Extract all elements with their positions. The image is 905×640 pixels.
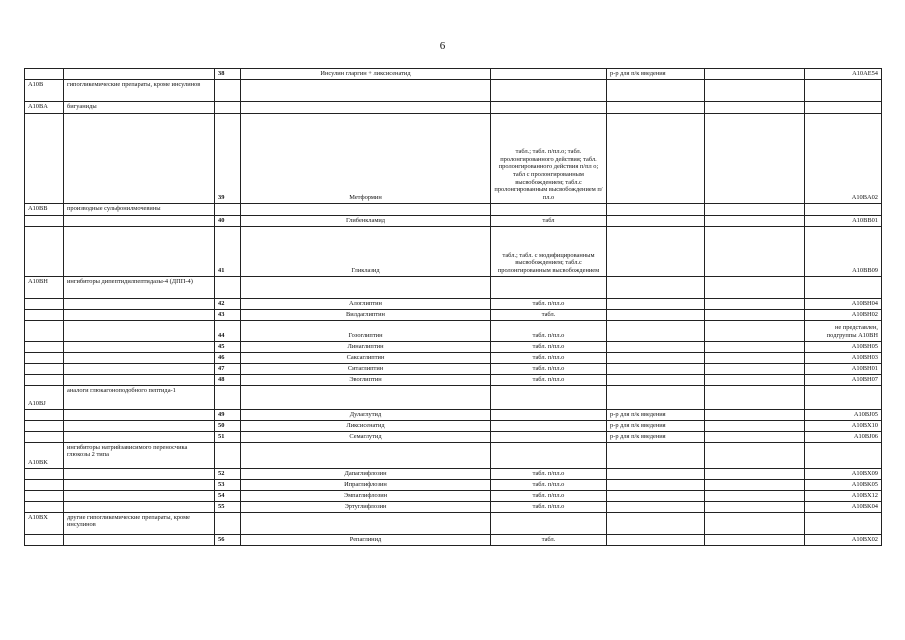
empty-cell [805, 442, 882, 468]
empty-cell [705, 320, 805, 341]
atc-group-title: аналоги глюкагоноподобного пептида-1 [64, 385, 215, 409]
group-row [25, 442, 882, 468]
empty-cell [64, 352, 215, 363]
row-number: 49 [215, 409, 241, 420]
drug-row [25, 479, 882, 490]
empty-cell [25, 420, 64, 431]
empty-cell [64, 409, 215, 420]
injection-form [607, 468, 705, 479]
empty-cell [241, 101, 491, 113]
empty-cell [241, 512, 491, 534]
drug-name: Гликлазид [241, 226, 491, 276]
empty-cell [64, 490, 215, 501]
empty-cell [25, 534, 64, 545]
empty-cell [491, 512, 607, 534]
drug-table [24, 68, 882, 546]
drug-name: Эртуглифлозин [241, 501, 491, 512]
drug-name: Репаглинид [241, 534, 491, 545]
atc-group-code: A10BH [25, 276, 64, 298]
dosage-form: табл. п/пл.о [491, 298, 607, 309]
injection-form [607, 341, 705, 352]
empty-cell [607, 276, 705, 298]
atc-group-title: гипогликемические препараты, кроме инсулинов [64, 79, 215, 101]
row-number: 39 [215, 113, 241, 203]
empty-cell [64, 69, 215, 80]
drug-name: Алоглиптин [241, 298, 491, 309]
empty-cell [805, 101, 882, 113]
empty-cell [64, 534, 215, 545]
row-number: 42 [215, 298, 241, 309]
drug-row [25, 374, 882, 385]
drug-row [25, 215, 882, 226]
empty-cell [215, 276, 241, 298]
atc-code: A10BH03 [805, 352, 882, 363]
empty-cell [25, 490, 64, 501]
atc-code: A10BJ06 [805, 431, 882, 442]
empty-cell [607, 385, 705, 409]
empty-cell [215, 203, 241, 215]
empty-cell [607, 101, 705, 113]
drug-row [25, 226, 882, 276]
empty-cell [25, 341, 64, 352]
empty-cell [705, 374, 805, 385]
dosage-form: табл. п/пл.о [491, 374, 607, 385]
atc-code: A10BK05 [805, 479, 882, 490]
injection-form: р-р для п/к введения [607, 420, 705, 431]
dosage-form [491, 420, 607, 431]
empty-cell [705, 501, 805, 512]
empty-cell [491, 203, 607, 215]
injection-form [607, 113, 705, 203]
atc-group-code: A10BK [25, 442, 64, 468]
empty-cell [805, 385, 882, 409]
row-number: 41 [215, 226, 241, 276]
empty-cell [705, 101, 805, 113]
empty-cell [705, 479, 805, 490]
injection-form: р-р для п/к введения [607, 431, 705, 442]
empty-cell [705, 276, 805, 298]
dosage-form: табл.; табл. с модифицированным высвобождением; табл.с пролонгированным высвобождением [491, 226, 607, 276]
atc-group-code: A10BX [25, 512, 64, 534]
injection-form [607, 226, 705, 276]
dosage-form: табл. п/пл.о [491, 490, 607, 501]
dosage-form: табл.; табл. п/пл.о; табл. пролонгированного действия; табл. пролонгированного действия п/пл о; табл с пролонгированным высвобождением; табл.с пролонгированным высвобождением п/пл.о [491, 113, 607, 203]
row-number: 50 [215, 420, 241, 431]
drug-name: Метформин [241, 113, 491, 203]
empty-cell [241, 203, 491, 215]
empty-cell [705, 298, 805, 309]
atc-group-title: ингибиторы натрийзависимого переносчика глюкозы 2 типа [64, 442, 215, 468]
empty-cell [64, 226, 215, 276]
row-number: 53 [215, 479, 241, 490]
dosage-form [491, 431, 607, 442]
empty-cell [705, 534, 805, 545]
atc-code: A10BK04 [805, 501, 882, 512]
group-row [25, 203, 882, 215]
empty-cell [607, 442, 705, 468]
empty-cell [25, 409, 64, 420]
drug-name: Гозоглиптин [241, 320, 491, 341]
dosage-form: табл. п/пл.о [491, 341, 607, 352]
group-row [25, 385, 882, 409]
empty-cell [25, 352, 64, 363]
drug-row [25, 501, 882, 512]
dosage-form: табл. п/пл.о [491, 363, 607, 374]
injection-form: р-р для п/к введения [607, 409, 705, 420]
drug-row [25, 409, 882, 420]
empty-cell [64, 479, 215, 490]
empty-cell [705, 203, 805, 215]
atc-code: A10BX10 [805, 420, 882, 431]
row-number: 56 [215, 534, 241, 545]
empty-cell [705, 113, 805, 203]
empty-cell [25, 363, 64, 374]
drug-name: Дапаглифлозин [241, 468, 491, 479]
dosage-form [491, 409, 607, 420]
empty-cell [64, 468, 215, 479]
row-number: 48 [215, 374, 241, 385]
empty-cell [64, 309, 215, 320]
atc-code: A10BH04 [805, 298, 882, 309]
atc-group-title: бигуаниды [64, 101, 215, 113]
drug-name: Ликсисенатид [241, 420, 491, 431]
drug-name: Глибенкламид [241, 215, 491, 226]
group-row [25, 276, 882, 298]
drug-row [25, 431, 882, 442]
injection-form [607, 501, 705, 512]
drug-name: Эвоглиптин [241, 374, 491, 385]
dosage-form: табл. [491, 309, 607, 320]
empty-cell [215, 512, 241, 534]
drug-row [25, 298, 882, 309]
drug-row [25, 69, 882, 80]
atc-code: не представлен, подгруппы A10BH [805, 320, 882, 341]
empty-cell [25, 215, 64, 226]
empty-cell [805, 79, 882, 101]
drug-name: Инсулин гларгин + ликсисенатид [241, 69, 491, 80]
row-number: 54 [215, 490, 241, 501]
empty-cell [64, 374, 215, 385]
empty-cell [241, 442, 491, 468]
atc-code: A10BH02 [805, 309, 882, 320]
empty-cell [64, 363, 215, 374]
drug-name: Эмпаглифлозин [241, 490, 491, 501]
injection-form [607, 534, 705, 545]
empty-cell [491, 79, 607, 101]
drug-row [25, 420, 882, 431]
group-row [25, 512, 882, 534]
row-number: 43 [215, 309, 241, 320]
atc-group-code: A10BB [25, 203, 64, 215]
empty-cell [705, 442, 805, 468]
empty-cell [215, 385, 241, 409]
row-number: 55 [215, 501, 241, 512]
empty-cell [241, 385, 491, 409]
empty-cell [64, 431, 215, 442]
empty-cell [705, 409, 805, 420]
dosage-form: табл. п/пл.о [491, 352, 607, 363]
drug-row [25, 363, 882, 374]
drug-row [25, 309, 882, 320]
drug-row [25, 341, 882, 352]
empty-cell [705, 352, 805, 363]
row-number: 46 [215, 352, 241, 363]
drug-name: Саксаглиптин [241, 352, 491, 363]
empty-cell [705, 215, 805, 226]
empty-cell [705, 341, 805, 352]
row-number: 45 [215, 341, 241, 352]
group-row [25, 101, 882, 113]
empty-cell [705, 69, 805, 80]
empty-cell [25, 69, 64, 80]
empty-cell [705, 420, 805, 431]
drug-row [25, 320, 882, 341]
empty-cell [25, 298, 64, 309]
atc-group-code: A10B [25, 79, 64, 101]
empty-cell [64, 320, 215, 341]
injection-form [607, 298, 705, 309]
empty-cell [25, 374, 64, 385]
atc-code: A10BB01 [805, 215, 882, 226]
empty-cell [491, 442, 607, 468]
injection-form [607, 320, 705, 341]
empty-cell [215, 442, 241, 468]
injection-form [607, 374, 705, 385]
empty-cell [607, 79, 705, 101]
empty-cell [705, 79, 805, 101]
empty-cell [705, 226, 805, 276]
injection-form [607, 352, 705, 363]
empty-cell [64, 215, 215, 226]
drug-row [25, 468, 882, 479]
drug-row [25, 490, 882, 501]
atc-group-title: производные сульфонилмочевины [64, 203, 215, 215]
empty-cell [705, 431, 805, 442]
injection-form [607, 215, 705, 226]
drug-name: Линаглиптин [241, 341, 491, 352]
empty-cell [705, 363, 805, 374]
atc-code: A10BH01 [805, 363, 882, 374]
empty-cell [64, 113, 215, 203]
empty-cell [805, 512, 882, 534]
empty-cell [64, 298, 215, 309]
drug-row [25, 113, 882, 203]
empty-cell [25, 479, 64, 490]
atc-code: A10BJ05 [805, 409, 882, 420]
empty-cell [241, 276, 491, 298]
empty-cell [25, 113, 64, 203]
empty-cell [25, 501, 64, 512]
empty-cell [241, 79, 491, 101]
drug-row [25, 352, 882, 363]
dosage-form: табл. п/пл.о [491, 320, 607, 341]
row-number: 38 [215, 69, 241, 80]
group-row [25, 79, 882, 101]
atc-code: A10BX02 [805, 534, 882, 545]
atc-group-code: A10BA [25, 101, 64, 113]
dosage-form: табл [491, 215, 607, 226]
injection-form [607, 490, 705, 501]
atc-code: A10AE54 [805, 69, 882, 80]
empty-cell [25, 309, 64, 320]
drug-name: Дулаглутид [241, 409, 491, 420]
empty-cell [805, 203, 882, 215]
row-number: 40 [215, 215, 241, 226]
row-number: 47 [215, 363, 241, 374]
dosage-form: табл. п/пл.о [491, 479, 607, 490]
empty-cell [491, 276, 607, 298]
atc-code: A10BH07 [805, 374, 882, 385]
row-number: 51 [215, 431, 241, 442]
injection-form: р-р для п/к введения [607, 69, 705, 80]
atc-code: A10BH05 [805, 341, 882, 352]
injection-form [607, 479, 705, 490]
page-number: 6 [439, 40, 446, 52]
empty-cell [64, 341, 215, 352]
atc-group-code: A10BJ [25, 385, 64, 409]
empty-cell [25, 431, 64, 442]
atc-code: A10BA02 [805, 113, 882, 203]
empty-cell [705, 309, 805, 320]
empty-cell [64, 501, 215, 512]
empty-cell [705, 512, 805, 534]
dosage-form: табл. [491, 534, 607, 545]
atc-group-title: ингибиторы дипептидилпептидазы-4 (ДПП-4) [64, 276, 215, 298]
empty-cell [607, 203, 705, 215]
injection-form [607, 363, 705, 374]
empty-cell [215, 79, 241, 101]
empty-cell [805, 276, 882, 298]
atc-code: A10BX12 [805, 490, 882, 501]
empty-cell [215, 101, 241, 113]
dosage-form [491, 69, 607, 80]
empty-cell [25, 468, 64, 479]
atc-code: A10BB09 [805, 226, 882, 276]
empty-cell [705, 385, 805, 409]
drug-name: Семаглутид [241, 431, 491, 442]
drug-name: Ипраглифлозин [241, 479, 491, 490]
empty-cell [607, 512, 705, 534]
empty-cell [705, 490, 805, 501]
empty-cell [25, 320, 64, 341]
drug-row [25, 534, 882, 545]
dosage-form: табл. п/пл.о [491, 501, 607, 512]
injection-form [607, 309, 705, 320]
row-number: 44 [215, 320, 241, 341]
row-number: 52 [215, 468, 241, 479]
empty-cell [64, 420, 215, 431]
empty-cell [491, 101, 607, 113]
empty-cell [25, 226, 64, 276]
drug-name: Ситаглиптин [241, 363, 491, 374]
empty-cell [491, 385, 607, 409]
atc-code: A10BX09 [805, 468, 882, 479]
empty-cell [705, 468, 805, 479]
atc-group-title: другие гипогликемические препараты, кроме инсулинов [64, 512, 215, 534]
drug-name: Вилдаглиптин [241, 309, 491, 320]
dosage-form: табл. п/пл.о [491, 468, 607, 479]
